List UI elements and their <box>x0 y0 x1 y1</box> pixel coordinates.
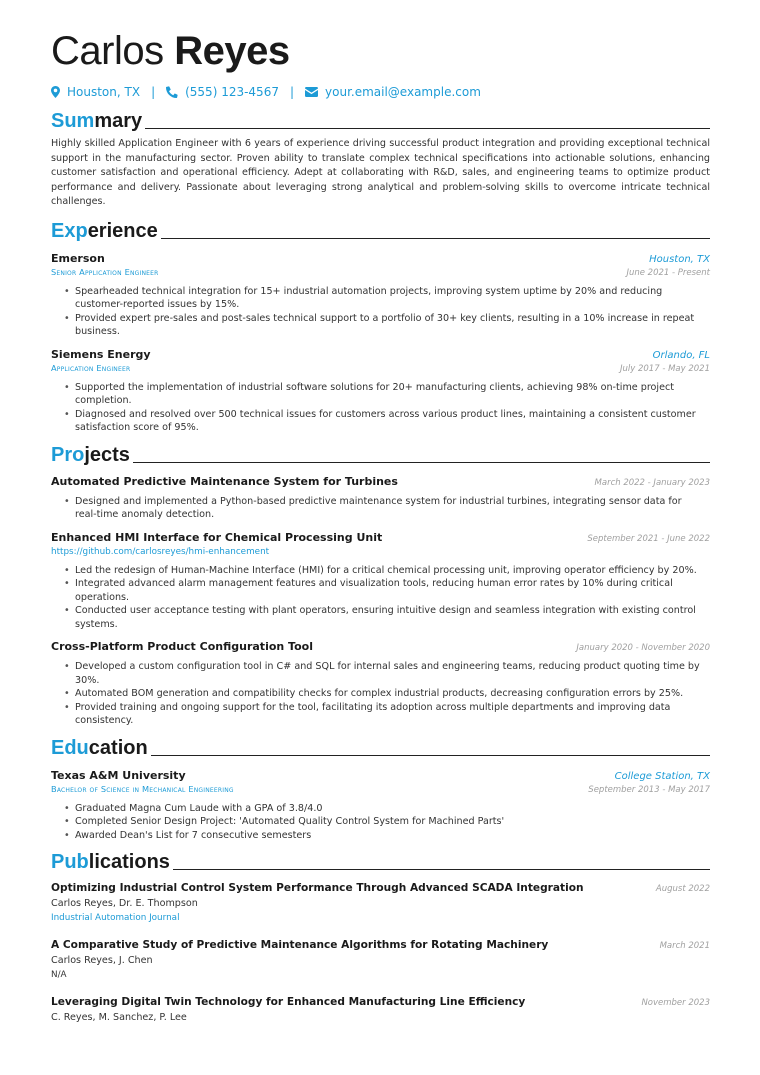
publication-authors: Carlos Reyes, Dr. E. Thompson <box>51 898 198 909</box>
publication-title: A Comparative Study of Predictive Maintenance Algorithms for Rotating Machinery <box>51 939 549 951</box>
education-heading <box>51 733 710 759</box>
publication-title: Leveraging Digital Twin Technology for Enhanced Manufacturing Line Efficiency <box>51 996 526 1008</box>
publication-entry <box>51 939 710 980</box>
job-title: Senior Application Engineer <box>51 266 159 277</box>
location-text: Houston, TX <box>67 85 141 99</box>
publication-date: March 2021 <box>659 941 710 951</box>
last-name: Reyes <box>174 29 290 73</box>
contact-bar <box>51 82 710 102</box>
contact-phone[interactable] <box>166 85 279 99</box>
company-name: Siemens Energy <box>51 347 151 361</box>
heading-accent: Sum <box>51 110 95 132</box>
heading-accent: Edu <box>51 736 89 759</box>
map-pin-icon <box>51 86 60 98</box>
publication-authors: C. Reyes, M. Sanchez, P. Lee <box>51 1012 187 1023</box>
bullet-item: • Designed and implemented a Python-based predictive maintenance system for industrial turbines, integrating sensor data for real-time anomaly detection. <box>75 495 710 522</box>
bullet-list <box>51 495 710 522</box>
project-dates: March 2022 - January 2023 <box>594 477 710 488</box>
summary-heading <box>51 106 710 132</box>
publications-heading <box>51 847 710 873</box>
contact-separator: | <box>151 85 156 99</box>
bullet-item: • Spearheaded technical integration for 15+ industrial automation projects, improving system uptime by 20% and reducing customer-reported issues by 15%. <box>75 285 710 312</box>
bullet-item: • Integrated advanced alarm management features and visualization tools, reducing human error rates by 10% during critical operations. <box>75 577 710 604</box>
publication-title: Optimizing Industrial Control System Performance Through Advanced SCADA Integration <box>51 882 584 894</box>
publication-date: August 2022 <box>655 884 710 894</box>
education-entry <box>51 769 710 843</box>
email-text[interactable]: your.email@example.com <box>325 85 481 99</box>
bullet-item: • Supported the implementation of industrial software solutions for 20+ manufacturing clients, achieving 98% on-time project completion. <box>75 381 710 408</box>
bullet-list <box>51 564 710 632</box>
experience-heading <box>51 216 710 242</box>
degree: Bachelor of Science in Mechanical Engineering <box>51 783 234 794</box>
heading-accent: Pro <box>51 443 85 466</box>
job-location: Orlando, FL <box>652 349 710 361</box>
envelope-icon <box>305 87 318 97</box>
heading-accent: Pub <box>51 851 89 873</box>
bullet-item: • Diagnosed and resolved over 500 technical issues for customers across various product lines, maintaining a consistent customer satisfaction score of 95%. <box>75 408 710 435</box>
job-dates: July 2017 - May 2021 <box>620 363 710 374</box>
first-name: Carlos <box>51 29 164 73</box>
projects-heading <box>51 440 710 466</box>
heading-rule <box>161 238 710 239</box>
heading-rule <box>151 755 710 756</box>
bullet-list <box>51 381 710 435</box>
publication-venue: Industrial Automation Journal <box>51 913 180 923</box>
job-location: Houston, TX <box>649 253 710 265</box>
heading-rest: cation <box>88 736 148 759</box>
company-name: Emerson <box>51 251 105 265</box>
bullet-list <box>51 285 710 339</box>
heading-rule <box>173 869 710 870</box>
bullet-list <box>51 802 710 843</box>
job-dates: June 2021 - Present <box>626 267 710 278</box>
experience-entry <box>51 348 710 435</box>
publication-entry <box>51 996 710 1023</box>
project-title: Cross-Platform Product Configuration Tool <box>51 640 313 653</box>
heading-rest: jects <box>84 443 130 466</box>
heading-rest: mary <box>94 110 143 132</box>
project-title: Automated Predictive Maintenance System for Turbines <box>51 474 398 488</box>
bullet-item: • Provided training and ongoing support for the tool, facilitating its adoption across multiple departments and improving data consistency. <box>75 701 710 728</box>
publication-entry <box>51 882 710 923</box>
phone-icon <box>166 86 178 98</box>
experience-entry <box>51 252 710 339</box>
bullet-item: • Automated BOM generation and compatibility checks for complex industrial products, decreasing configuration errors by 25%. <box>75 687 710 701</box>
project-link[interactable]: https://github.com/carlosreyes/hmi-enhancement <box>51 546 270 557</box>
bullet-item: • Completed Senior Design Project: 'Automated Quality Control System for Machined Parts' <box>75 815 710 829</box>
project-entry <box>51 531 710 632</box>
bullet-item: • Provided expert pre-sales and post-sales technical support to a portfolio of 30+ key clients, resulting in a 10% increase in repeat business. <box>75 312 710 339</box>
publication-date: November 2023 <box>641 998 710 1008</box>
heading-rest: erience <box>87 219 158 242</box>
project-entry <box>51 640 710 728</box>
school-name: Texas A&M University <box>51 768 186 782</box>
job-title: Application Engineer <box>51 362 131 373</box>
bullet-item: • Developed a custom configuration tool in C# and SQL for internal sales and engineering teams, reducing product quoting time by 30%. <box>75 660 710 687</box>
project-entry <box>51 475 710 522</box>
project-title: Enhanced HMI Interface for Chemical Processing Unit <box>51 530 383 544</box>
heading-accent: Exp <box>51 219 88 242</box>
bullet-item: • Led the redesign of Human-Machine Interface (HMI) for a critical chemical processing unit, improving operator efficiency by 20%. <box>75 564 710 578</box>
candidate-name <box>51 26 710 76</box>
bullet-item: • Conducted user acceptance testing with plant operators, ensuring intuitive design and seamless integration with existing control systems. <box>75 604 710 631</box>
publication-authors: Carlos Reyes, J. Chen <box>51 955 153 966</box>
phone-text[interactable]: (555) 123-4567 <box>185 85 279 99</box>
summary-text: Highly skilled Application Engineer with 6 years of experience driving successful product integration and providing exceptional technical support in the manufacturing sector. Proven ability to translate complex technical specifications into actionable solutions, enhancing customer satisfaction and operational efficiency. Adept at collaborating with R&D, sales, and engineering teams to optimize product performance and delivery. Passionate about leveraging strong analytical and problem-solving skills to overcome intricate technical challenges. <box>51 138 710 207</box>
school-location: College Station, TX <box>614 770 710 782</box>
resume-page <box>51 26 710 1023</box>
project-dates: September 2021 - June 2022 <box>587 533 710 544</box>
bullet-item: • Graduated Magna Cum Laude with a GPA of 3.8/4.0 <box>75 802 710 816</box>
bullet-item: • Awarded Dean's List for 7 consecutive semesters <box>75 829 710 843</box>
heading-rest: lications <box>88 851 170 873</box>
heading-rule <box>145 128 710 129</box>
contact-location <box>51 85 140 99</box>
contact-email[interactable] <box>305 85 481 99</box>
project-dates: January 2020 - November 2020 <box>576 643 710 653</box>
education-dates: September 2013 - May 2017 <box>588 784 710 795</box>
contact-separator: | <box>289 85 295 99</box>
publication-venue: N/A <box>51 970 67 980</box>
heading-rule <box>133 462 710 463</box>
bullet-list <box>51 660 710 728</box>
